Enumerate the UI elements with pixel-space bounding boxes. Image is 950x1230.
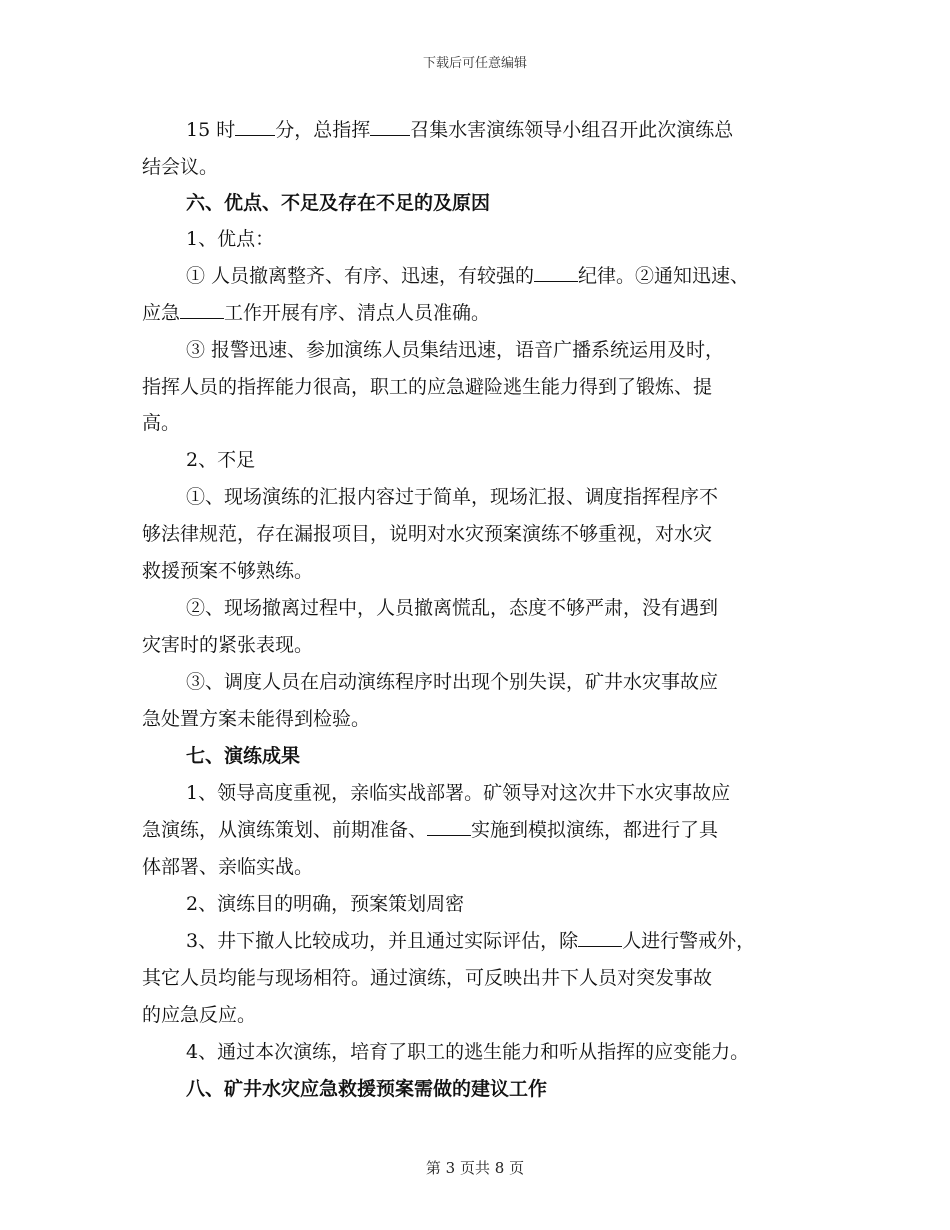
paragraph-line: 2、演练目的明确，预案策划周密 xyxy=(186,893,465,915)
fill-blank xyxy=(578,928,622,947)
paragraph-line: 4、通过本次演练，培育了职工的逃生能力和听从指挥的应变能力。 xyxy=(186,1041,750,1063)
paragraph-line xyxy=(142,816,718,844)
fill-blank xyxy=(427,817,471,836)
section-heading: 八、矿井水灾应急救援预案需做的建议工作 xyxy=(186,1078,548,1100)
fill-blank xyxy=(534,263,578,282)
paragraph-line: 其它人员均能与现场相符。通过演练，可反映出井下人员对突发事故 xyxy=(142,967,713,989)
paragraph-line xyxy=(142,299,490,327)
text-segment: 实施到模拟演练，都进行了具 xyxy=(471,819,719,841)
fill-blank xyxy=(180,300,224,319)
text-segment: 3、井下撤人比较成功，并且通过实际评估，除 xyxy=(186,930,579,952)
section-heading: 七、演练成果 xyxy=(186,745,301,767)
paragraph-line: 的应急反应。 xyxy=(142,1004,257,1026)
paragraph-line: 救援预案不够熟练。 xyxy=(142,560,314,582)
paragraph-line: ③、调度人员在启动演练程序时出现个别失误，矿井水灾事故应 xyxy=(186,671,719,693)
text-segment: 工作开展有序、清点人员准确。 xyxy=(224,302,491,324)
subsection-heading: 1、优点： xyxy=(186,228,275,250)
page-header: 下载后可任意编辑 xyxy=(422,56,527,71)
paragraph-line: ①、现场演练的汇报内容过于简单，现场汇报、调度指挥程序不 xyxy=(186,486,719,508)
paragraph-line: 急处置方案未能得到检验。 xyxy=(142,708,371,730)
text-segment: 召集水害演练领导小组召开此次演练总 xyxy=(410,119,734,141)
paragraph-line: 高。 xyxy=(142,412,181,434)
text-segment: ① 人员撤离整齐、有序、迅速，有较强的 xyxy=(186,265,535,287)
page-footer: 第 3 页共 8 页 xyxy=(425,1159,525,1177)
paragraph-line: 够法律规范，存在漏报项目，说明对水灾预案演练不够重视，对水灾 xyxy=(142,523,713,545)
fill-blank xyxy=(370,117,410,136)
paragraph-line xyxy=(186,262,749,290)
paragraph-line: ③ 报警迅速、参加演练人员集结迅速，语音广播系统运用及时， xyxy=(186,339,725,361)
text-segment: 人进行警戒外， xyxy=(622,930,756,952)
fill-blank xyxy=(235,117,275,136)
paragraph-line: 1、领导高度重视，亲临实战部署。矿领导对这次井下水灾事故应 xyxy=(186,782,731,804)
paragraph-line: 结会议。 xyxy=(142,156,219,178)
paragraph-line: ②、现场撤离过程中，人员撤离慌乱，态度不够严肃，没有遇到 xyxy=(186,597,719,619)
section-heading: 六、优点、不足及存在不足的及原因 xyxy=(186,192,491,214)
paragraph-line xyxy=(186,116,733,144)
text-segment: 15 时 xyxy=(186,119,236,141)
paragraph-line: 体部署、亲临实战。 xyxy=(142,856,314,878)
text-segment: 纪律。②通知迅速、 xyxy=(578,265,750,287)
text-segment: 急演练，从演练策划、前期准备、 xyxy=(142,819,428,841)
subsection-heading: 2、不足 xyxy=(186,449,256,471)
paragraph-line: 指挥人员的指挥能力很高，职工的应急避险逃生能力得到了锻炼、提 xyxy=(142,376,713,398)
paragraph-line: 灾害时的紧张表现。 xyxy=(142,634,314,656)
paragraph-line xyxy=(186,927,755,955)
text-segment: 应急 xyxy=(142,302,181,324)
text-segment: 分，总指挥 xyxy=(275,119,371,141)
